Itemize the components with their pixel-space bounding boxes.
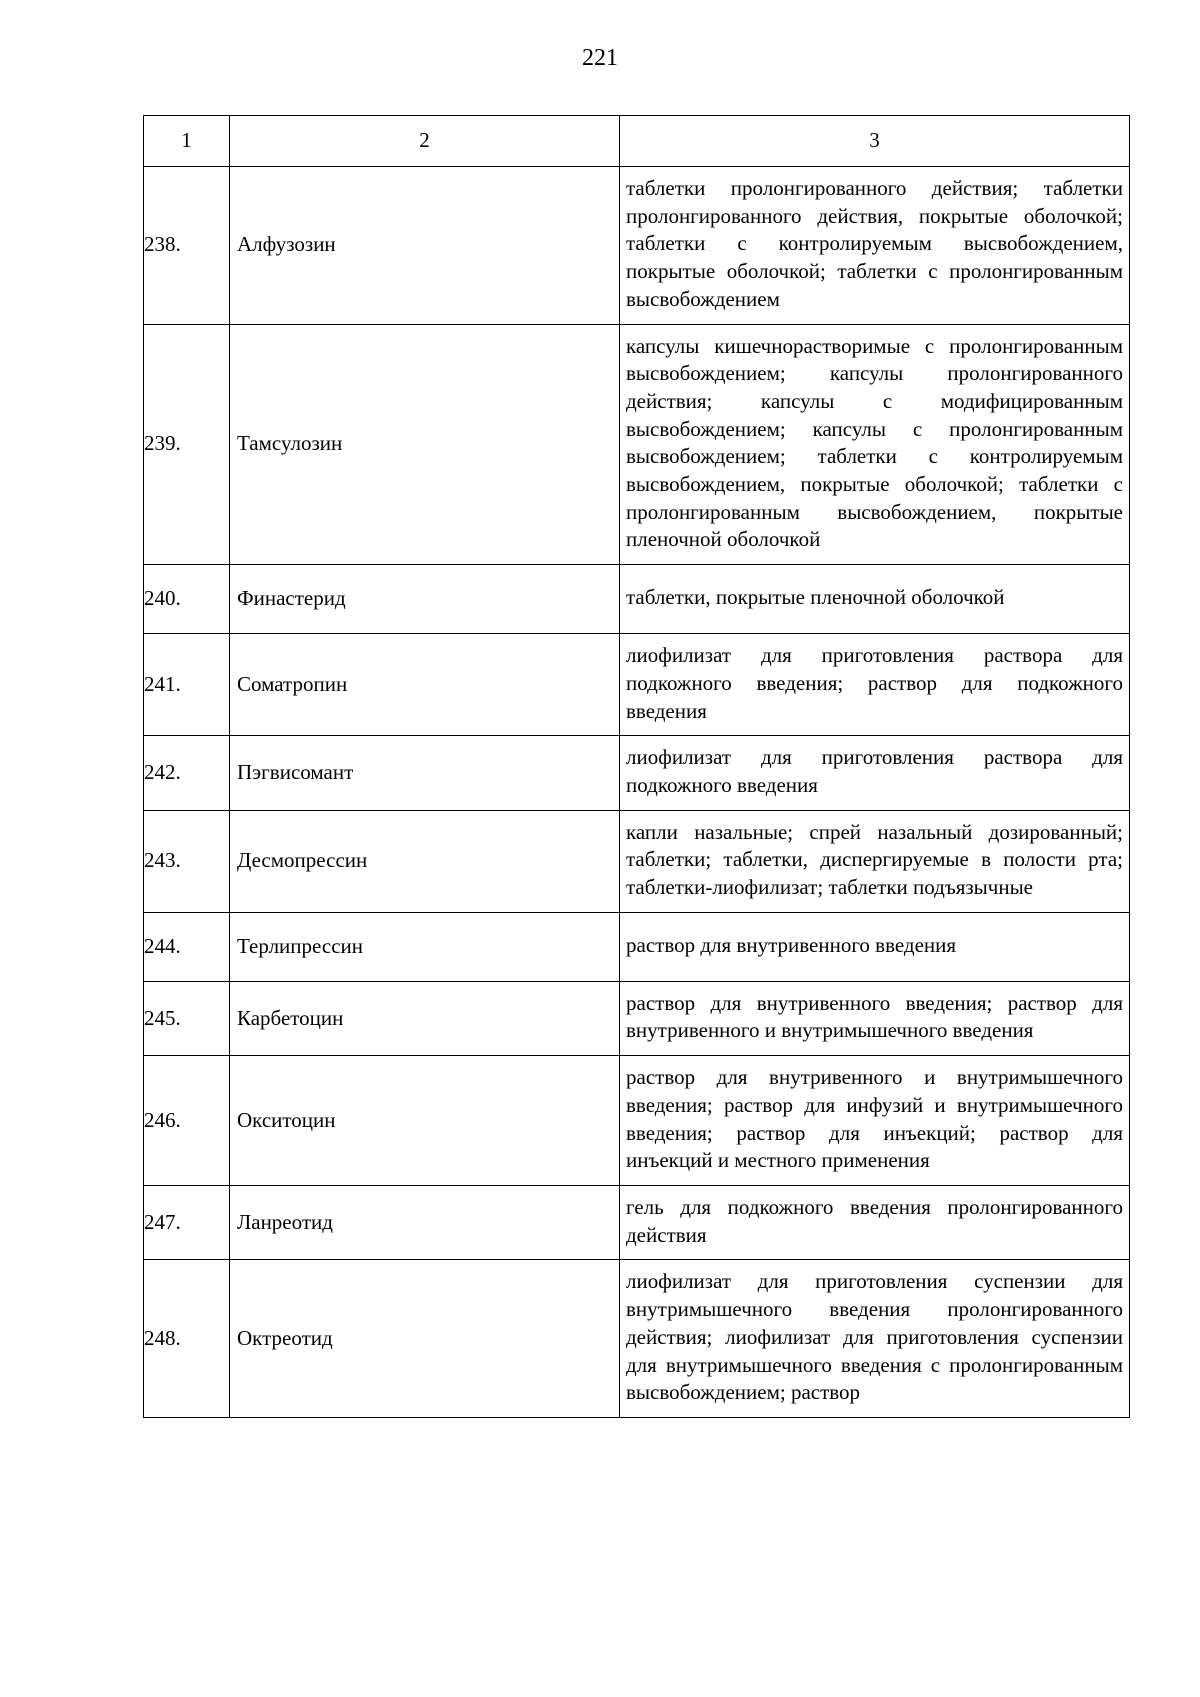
- drug-name: Пэгвисомант: [230, 736, 620, 810]
- drug-name: Десмопрессин: [230, 810, 620, 912]
- drug-name: Терлипрессин: [230, 912, 620, 981]
- drug-name: Ланреотид: [230, 1185, 620, 1259]
- dosage-form: капсулы кишечнорастворимые с пролонгированным высвобождением; капсулы пролонгированного действия; капсулы с модифицированным высвобождением; капсулы с пролонгированным высвобождением; таблетки с контролируемым высвобождением, покрытые оболочкой; таблетки с пролонгированным высвобождением, покрытые пленочной оболочкой: [620, 324, 1130, 565]
- drug-name: Окситоцин: [230, 1056, 620, 1186]
- dosage-form: лиофилизат для приготовления суспензии для внутримышечного введения пролонгированного действия; лиофилизат для приготовления суспензии для внутримышечного введения с пролонгированным высвобождением; раствор: [620, 1260, 1130, 1418]
- column-header-name: 2: [230, 116, 620, 167]
- drug-table: [143, 115, 1130, 1418]
- column-header-number: 1: [144, 116, 230, 167]
- row-number: 243.: [144, 810, 230, 912]
- dosage-form: гель для подкожного введения пролонгированного действия: [620, 1185, 1130, 1259]
- table-row: [144, 736, 1130, 810]
- row-number: 245.: [144, 981, 230, 1055]
- drug-name: Карбетоцин: [230, 981, 620, 1055]
- table-row: [144, 912, 1130, 981]
- drug-name: Финастерид: [230, 565, 620, 634]
- table-row: [144, 324, 1130, 565]
- table-row: [144, 1185, 1130, 1259]
- table-header-row: [144, 116, 1130, 167]
- table-row: [144, 634, 1130, 736]
- table-row: [144, 1056, 1130, 1186]
- row-number: 247.: [144, 1185, 230, 1259]
- row-number: 238.: [144, 167, 230, 325]
- row-number: 244.: [144, 912, 230, 981]
- dosage-form: капли назальные; спрей назальный дозированный; таблетки; таблетки, диспергируемые в полости рта; таблетки-лиофилизат; таблетки подъязычные: [620, 810, 1130, 912]
- row-number: 241.: [144, 634, 230, 736]
- column-header-form: 3: [620, 116, 1130, 167]
- drug-name: Алфузозин: [230, 167, 620, 325]
- row-number: 246.: [144, 1056, 230, 1186]
- dosage-form: лиофилизат для приготовления раствора для подкожного введения; раствор для подкожного введения: [620, 634, 1130, 736]
- table-row: [144, 1260, 1130, 1418]
- dosage-form: раствор для внутривенного введения; раствор для внутривенного и внутримышечного введения: [620, 981, 1130, 1055]
- dosage-form: таблетки, покрытые пленочной оболочкой: [620, 565, 1130, 634]
- drug-name: Октреотид: [230, 1260, 620, 1418]
- dosage-form: раствор для внутривенного введения: [620, 912, 1130, 981]
- table-row: [144, 810, 1130, 912]
- drug-name: Соматропин: [230, 634, 620, 736]
- table-row: [144, 981, 1130, 1055]
- dosage-form: раствор для внутривенного и внутримышечного введения; раствор для инфузий и внутримышечного введения; раствор для инъекций; раствор для инъекций и местного применения: [620, 1056, 1130, 1186]
- dosage-form: лиофилизат для приготовления раствора для подкожного введения: [620, 736, 1130, 810]
- table-row: [144, 565, 1130, 634]
- row-number: 248.: [144, 1260, 230, 1418]
- row-number: 242.: [144, 736, 230, 810]
- dosage-form: таблетки пролонгированного действия; таблетки пролонгированного действия, покрытые оболочкой; таблетки с контролируемым высвобождением, покрытые оболочкой; таблетки с пролонгированным высвобождением: [620, 167, 1130, 325]
- drug-name: Тамсулозин: [230, 324, 620, 565]
- row-number: 239.: [144, 324, 230, 565]
- page-number: 221: [582, 45, 618, 71]
- table-row: [144, 167, 1130, 325]
- row-number: 240.: [144, 565, 230, 634]
